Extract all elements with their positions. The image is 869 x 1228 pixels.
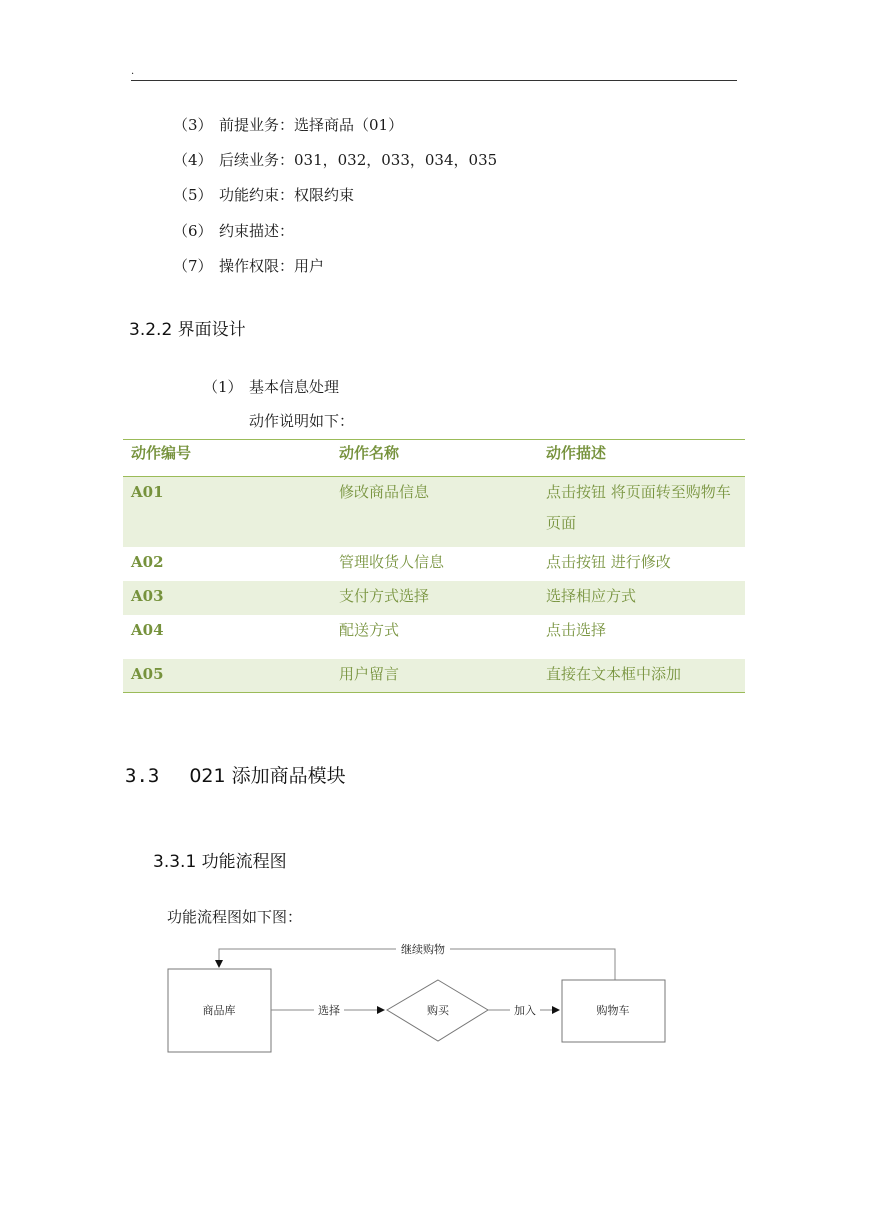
action-code: A03 [123, 581, 331, 615]
header-dot: . [131, 66, 135, 77]
action-code: A02 [131, 552, 164, 571]
action-table [123, 439, 745, 693]
action-code: A01 [123, 477, 331, 547]
add-label: 加入 [514, 1004, 536, 1017]
flowchart [160, 936, 680, 1061]
premise-number: （3） [173, 116, 213, 134]
action-name: 用户留言 [331, 659, 538, 693]
action-code: A04 [131, 620, 164, 639]
action-desc: 点击选择 [546, 620, 607, 639]
basic-info-title: 基本信息处理 [249, 378, 340, 396]
action-desc: 直接在文本框中添加 [538, 659, 745, 693]
premise-item [173, 149, 497, 170]
premise-number: （4） [173, 151, 213, 169]
section-33-heading [125, 761, 346, 788]
table-row [123, 477, 745, 547]
continue-shopping-label: 继续购物 [401, 943, 445, 956]
node-buy-label: 购买 [427, 1004, 449, 1017]
select-label: 选择 [318, 1004, 340, 1017]
action-code: A05 [123, 659, 331, 693]
column-header-desc: 动作描述 [538, 440, 745, 477]
action-desc: 点击按钮 进行修改 [546, 552, 671, 571]
basic-info-number: （1） [203, 378, 243, 396]
column-header-code: 动作编号 [123, 440, 331, 477]
premise-text: 后续业务：031，032，033，034，035 [219, 151, 498, 169]
premise-text: 前提业务：选择商品（01） [219, 116, 404, 134]
action-name: 修改商品信息 [331, 477, 538, 547]
table-row [123, 659, 745, 693]
node-product-store-label: 商品库 [202, 1004, 236, 1017]
premise-text: 操作权限：用户 [219, 257, 325, 275]
premise-number: （7） [173, 257, 213, 275]
action-desc: 点击按钮 将页面转至购物车页面 [538, 477, 745, 547]
header-rule [131, 80, 737, 81]
table-row [123, 615, 745, 659]
premise-text: 功能约束：权限约束 [219, 186, 355, 204]
section-33-number: 3.3 [125, 765, 160, 787]
premise-item [173, 114, 403, 135]
premise-number: （5） [173, 186, 213, 204]
action-table-intro: 动作说明如下： [249, 412, 355, 430]
node-cart-label: 购物车 [596, 1004, 630, 1017]
action-desc: 选择相应方式 [538, 581, 745, 615]
section-331-heading: 3.3.1 功能流程图 [153, 852, 287, 872]
column-header-name: 动作名称 [331, 440, 538, 477]
premise-item [173, 184, 354, 205]
basic-info-heading [203, 376, 339, 397]
premise-number: （6） [173, 222, 213, 240]
table-header-row [123, 440, 745, 477]
premise-text: 约束描述： [219, 222, 295, 240]
action-name: 支付方式选择 [331, 581, 538, 615]
table-row [123, 547, 745, 581]
action-name: 配送方式 [339, 620, 400, 639]
section-33-title: 021 添加商品模块 [189, 765, 346, 787]
section-322-heading: 3.2.2 界面设计 [129, 320, 246, 340]
premise-item [173, 255, 324, 276]
table-row [123, 581, 745, 615]
premise-item [173, 220, 294, 241]
action-name: 管理收货人信息 [339, 552, 445, 571]
flowchart-intro: 功能流程图如下图： [167, 908, 303, 926]
